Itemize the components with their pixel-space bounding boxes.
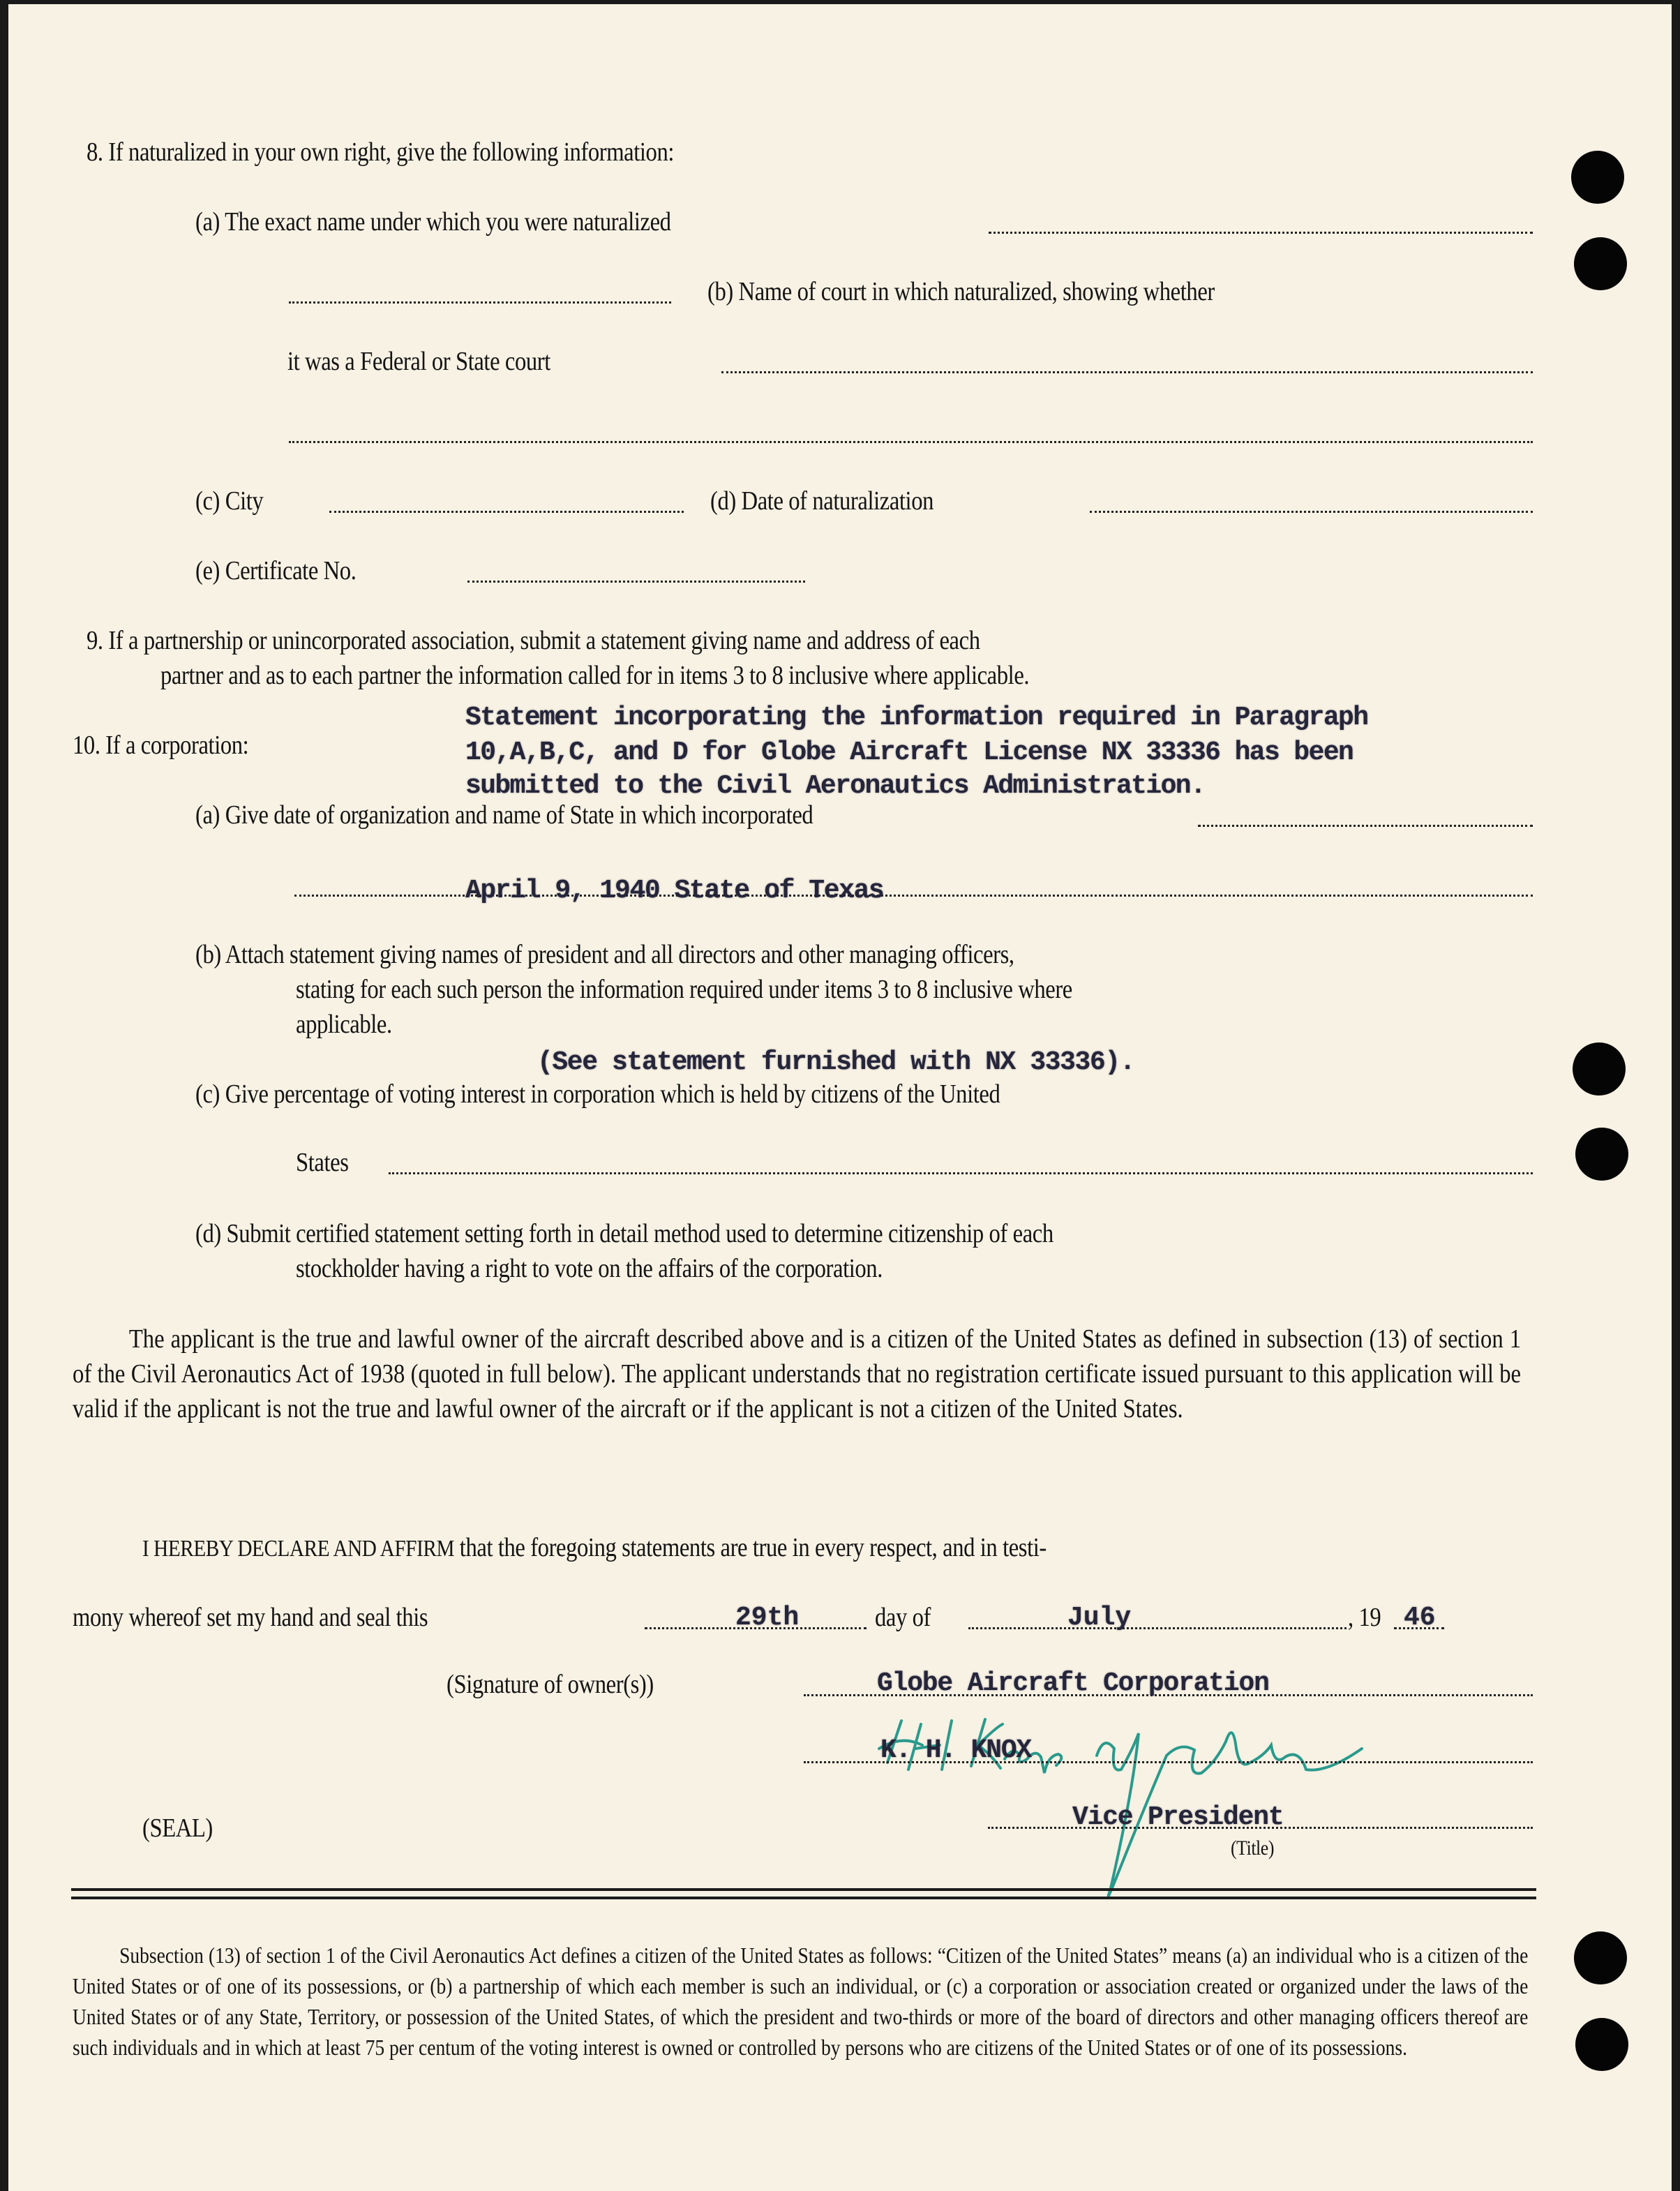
signer-typed-name: K. H. KNOX [880, 1735, 1032, 1765]
declaration-text: The applicant is the true and lawful owner of the aircraft described above and is a citizen of the United States as defined in subsection (13) of section 1 of the Civil Aeronautics Act of 1938 (quoted in full below). The applicant understands that no registration certificate issued pursuant to this application will be valid if the applicant is not the true and lawful owner of the aircraft or if the applicant is not a citizen of the United States. [73, 1324, 1522, 1423]
item8b-field-line2[interactable] [289, 441, 1533, 443]
item8-heading: 8. If naturalized in your own right, give the following information: [87, 137, 675, 167]
punch-hole-icon [1575, 1128, 1628, 1181]
item10b-line1: (b) Attach statement giving names of president and all directors and other managing officers, [195, 940, 1014, 969]
declaration-paragraph [73, 1322, 1521, 1426]
item9-line1: 9. If a partnership or unincorporated association, submit a statement giving name and address of each [87, 626, 980, 655]
citizen-definition-footnote [73, 1940, 1528, 2063]
item8a-field-cont[interactable] [289, 301, 671, 304]
title-typed-value: Vice President [1072, 1802, 1284, 1832]
item10-typed-note-line1: Statement incorporating the information required in Paragraph [465, 703, 1368, 733]
item8a-field[interactable] [989, 232, 1533, 234]
item10a-value: April 9, 1940 State of Texas [465, 876, 884, 906]
item10d-line2: stockholder having a right to vote on the affairs of the corporation. [296, 1254, 883, 1283]
day-value: 29th [735, 1603, 800, 1633]
item8b-label: (b) Name of court in which naturalized, showing whether [707, 277, 1215, 306]
signer-field[interactable] [804, 1761, 1533, 1763]
punch-hole-icon [1575, 2018, 1628, 2071]
owner-typed-name: Globe Aircraft Corporation [877, 1668, 1269, 1698]
item10-heading: 10. If a corporation: [73, 731, 249, 760]
footnote-text: Subsection (13) of section 1 of the Civil Aeronautics Act defines a citizen of the United States as follows: “Citizen of the United States” means (a) an individual who is a citizen of the United States or of one of its possessions, or (b) a partnership of which each member is such an individual, or (c) a corporation or association created or organized under the laws of the United States or of any State, Territory, or possession of the United States, of which the president and two-thirds or more of the board of directors and other managing officers thereof are such individuals and in which at least 75 per centum of the voting interest is owned or controlled by persons who are citizens of the United States or of one of its possessions. [73, 1943, 1529, 2060]
item10b-line3: applicable. [296, 1010, 392, 1039]
punch-hole-icon [1571, 151, 1624, 204]
item9-line2: partner and as to each partner the information called for in items 3 to 8 inclusive where applicable. [160, 661, 1030, 690]
item8b-label-cont: it was a Federal or State court [287, 347, 550, 376]
month-field[interactable] [968, 1627, 1347, 1629]
item10a-label: (a) Give date of organization and name of State in which incorporated [195, 800, 813, 830]
testimony-prefix: mony whereof set my hand and seal this [73, 1603, 428, 1632]
form-page [8, 4, 1672, 2191]
section-divider [71, 1897, 1536, 1899]
item10a-field[interactable] [1198, 825, 1533, 827]
item10c-label-cont: States [296, 1148, 349, 1177]
item8a-label: (a) The exact name under which you were naturalized [195, 207, 671, 237]
item8c-label: (c) City [195, 486, 264, 516]
item8b-field[interactable] [721, 371, 1533, 373]
punch-hole-icon [1574, 1931, 1627, 1984]
affirm-line [142, 1532, 1047, 1564]
affirm-rest: that the foregoing statements are true in every respect, and in testi- [454, 1533, 1047, 1562]
item8d-label: (d) Date of naturalization [710, 486, 934, 516]
item8c-city-field[interactable] [329, 511, 684, 513]
item10c-percentage-field[interactable] [389, 1172, 1533, 1174]
item10-typed-note-line3: submitted to the Civil Aeronautics Administration. [465, 771, 1206, 801]
item8d-date-field[interactable] [1090, 511, 1533, 513]
seal-label: (SEAL) [142, 1814, 213, 1843]
year-value: 46 [1404, 1603, 1436, 1633]
section-divider [71, 1888, 1536, 1891]
punch-hole-icon [1574, 237, 1627, 290]
item8e-label: (e) Certificate No. [195, 556, 357, 585]
item10b-line2: stating for each such person the information required under items 3 to 8 inclusive where [296, 975, 1072, 1004]
item8e-certificate-field[interactable] [467, 581, 805, 583]
day-of-label: day of [875, 1603, 931, 1632]
item10b-typed-note: (See statement furnished with NX 33336). [537, 1047, 1135, 1077]
signature-label: (Signature of owner(s)) [447, 1670, 654, 1699]
title-caption: (Title) [1231, 1837, 1274, 1860]
month-value: July [1067, 1603, 1132, 1633]
item10-typed-note-line2: 10,A,B,C, and D for Globe Aircraft License NX 33336 has been [465, 738, 1353, 768]
affirm-caps: I HEREBY DECLARE AND AFFIRM [142, 1536, 455, 1562]
punch-hole-icon [1573, 1042, 1626, 1096]
item10d-line1: (d) Submit certified statement setting forth in detail method used to determine citizenship of each [195, 1219, 1053, 1248]
item10c-label: (c) Give percentage of voting interest in corporation which is held by citizens of the United [195, 1079, 1000, 1109]
year-prefix: , 19 [1348, 1603, 1381, 1632]
